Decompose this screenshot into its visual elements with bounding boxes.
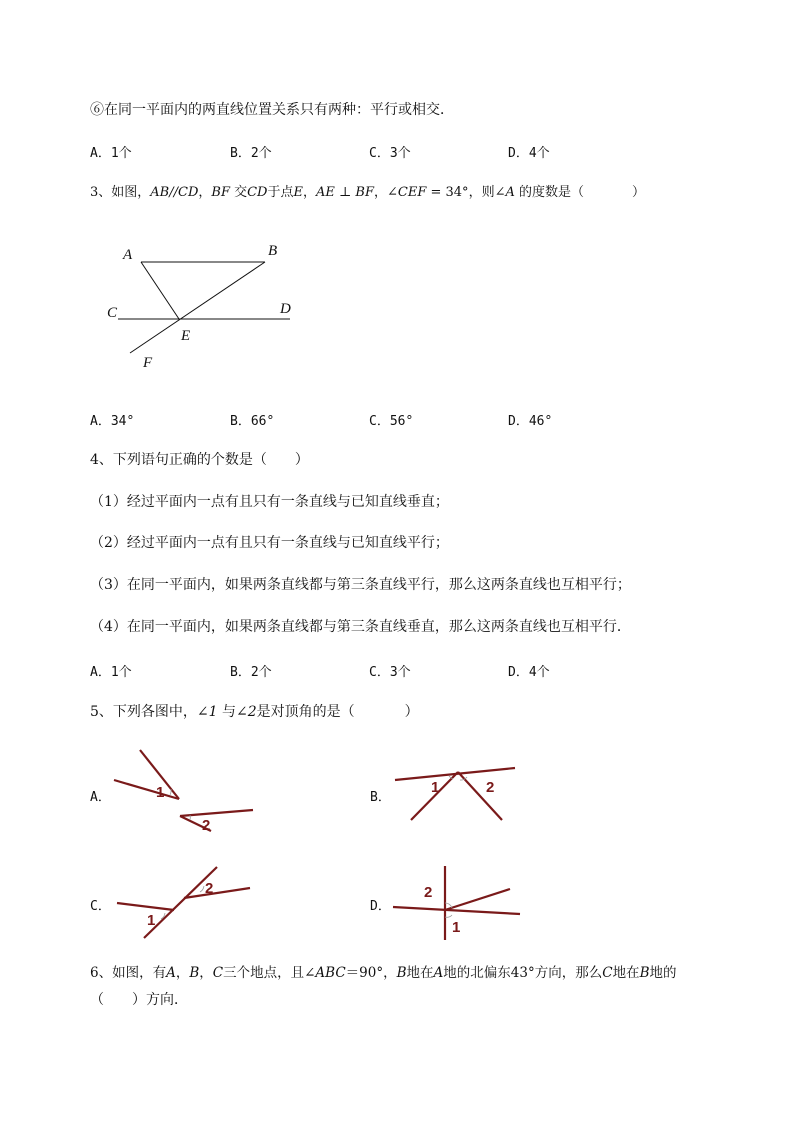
figure-option-d bbox=[390, 862, 525, 942]
label-f: F bbox=[143, 355, 153, 371]
angle-1-label: 1 bbox=[147, 912, 156, 929]
option-b-label: B． bbox=[370, 790, 391, 805]
question-6-stem-line2: （ ）方向． bbox=[90, 992, 188, 1008]
option-a: A．1个 bbox=[90, 665, 132, 680]
option-a-label: A． bbox=[90, 790, 111, 805]
label-d: D bbox=[280, 301, 291, 317]
option-c: C．3个 bbox=[369, 665, 411, 680]
question-6-stem: 6、如图，有A，B，C三个地点，且∠ABC＝90°，B地在A地的北偏东43°方向，那么C地在B地的 bbox=[90, 965, 677, 981]
figure-option-a bbox=[110, 745, 260, 840]
option-d: D．4个 bbox=[508, 146, 550, 161]
option-c-label: C． bbox=[90, 899, 111, 914]
option-b: B．2个 bbox=[230, 665, 272, 680]
question-4-stem: 4、下列语句正确的个数是（ ） bbox=[90, 452, 309, 468]
angle-1-label: 1 bbox=[156, 784, 165, 801]
segment-ae bbox=[141, 262, 179, 319]
question-4-item: （3）在同一平面内，如果两条直线都与第三条直线平行，那么这两条直线也互相平行； bbox=[90, 577, 631, 593]
option-b: B．2个 bbox=[230, 146, 272, 161]
figure-option-b bbox=[390, 760, 520, 825]
label-a: A bbox=[123, 247, 133, 263]
angle-2-label: 2 bbox=[205, 880, 214, 897]
option-a: A．1个 bbox=[90, 146, 132, 161]
label-b: B bbox=[268, 243, 278, 259]
option-c: C．56° bbox=[369, 414, 414, 429]
option-b: B．66° bbox=[230, 414, 275, 429]
label-c: C bbox=[107, 305, 118, 321]
question-4-item: （1）经过平面内一点有且只有一条直线与已知直线垂直； bbox=[90, 494, 449, 510]
question-5-stem: 5、下列各图中，∠1 与∠2是对顶角的是（ ） bbox=[90, 704, 419, 720]
question-3-stem: 3、如图，AB//CD，BF 交CD于点E，AE ⊥ BF，∠CEF = 34°，则∠A 的度数是（ ） bbox=[90, 185, 646, 200]
option-d: D．46° bbox=[508, 414, 553, 429]
option-d: D．4个 bbox=[508, 665, 550, 680]
figure-option-c bbox=[112, 862, 257, 942]
angle-1-label: 1 bbox=[431, 779, 440, 796]
question-4-item: （2）经过平面内一点有且只有一条直线与已知直线平行； bbox=[90, 535, 449, 551]
option-d-label: D． bbox=[370, 899, 391, 914]
question-4-item: （4）在同一平面内，如果两条直线都与第三条直线垂直，那么这两条直线也互相平行． bbox=[90, 619, 631, 635]
angle-2-label: 2 bbox=[202, 817, 211, 834]
angle-2-label: 2 bbox=[486, 779, 495, 796]
option-a: A．34° bbox=[90, 414, 135, 429]
option-c: C．3个 bbox=[369, 146, 411, 161]
label-e: E bbox=[181, 328, 191, 344]
angle-2-label: 2 bbox=[424, 884, 433, 901]
statement-6: ⑥在同一平面内的两直线位置关系只有两种：平行或相交． bbox=[90, 102, 454, 118]
question-3-figure bbox=[100, 235, 300, 375]
angle-1-label: 1 bbox=[452, 919, 461, 936]
